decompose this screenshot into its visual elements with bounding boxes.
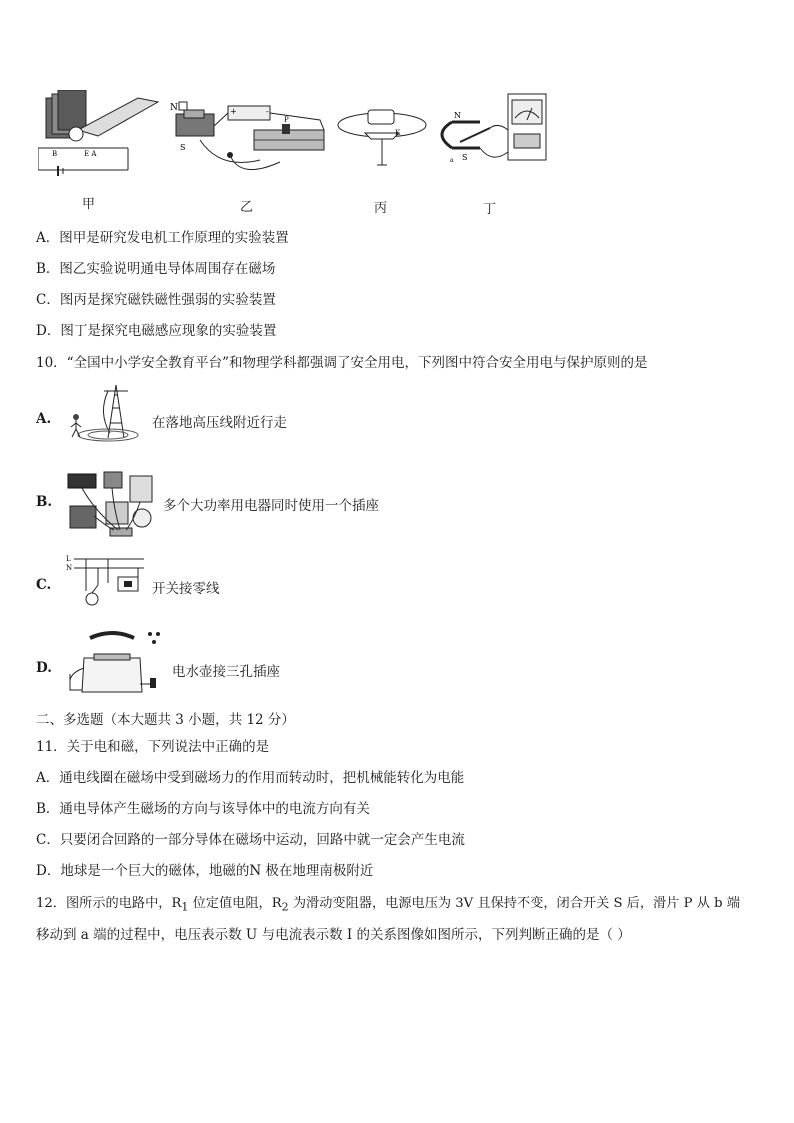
q11-option-b: B．通电导体产生磁场的方向与该导体中的电流方向有关 — [36, 801, 370, 817]
q10-option-c-label: C. — [36, 577, 52, 593]
q10-option-d-image — [64, 628, 164, 702]
q10-option-a-label: A. — [36, 411, 52, 427]
figure-yi — [170, 100, 335, 185]
svg-text:K: K — [395, 129, 401, 137]
figure-ding — [432, 90, 552, 172]
svg-text:E A: E A — [84, 150, 97, 158]
q10-option-a-text: 在落地高压线附近行走 — [152, 415, 287, 431]
svg-text:N: N — [454, 111, 461, 120]
q12-sub-1: 1 — [181, 900, 189, 914]
q11-option-d: D．地球是一个巨大的磁体，地磁的N 极在地理南极附近 — [36, 863, 374, 879]
figure-caption-bing: 丙 — [374, 201, 388, 216]
q10-option-c-text: 开关接零线 — [152, 581, 220, 597]
section-heading-multi-choice: 二、多选题（本大题共 3 小题，共 12 分） — [36, 712, 295, 728]
figure-caption-yi: 乙 — [240, 200, 254, 215]
q10-option-c-image — [66, 553, 146, 615]
svg-text:N: N — [170, 103, 178, 113]
figure-caption-jia: 甲 — [82, 197, 96, 212]
q9-option-d: D．图丁是探究电磁感应现象的实验装置 — [36, 323, 277, 339]
q10-option-b-label: B. — [36, 494, 53, 510]
q10-stem: 10．“全国中小学安全教育平台”和物理学科都强调了安全用电，下列图中符合安全用电与保护原则的是 — [36, 355, 648, 371]
q12-text-part1: 12．图所示的电路中，R — [36, 896, 182, 911]
q10-option-b-text: 多个大功率用电器同时使用一个插座 — [163, 498, 379, 514]
svg-text:N: N — [66, 564, 73, 572]
q10-option-d-text: 电水壶接三孔插座 — [172, 664, 280, 680]
q9-figure-row — [30, 90, 570, 215]
q10-option-b-image — [64, 470, 160, 538]
svg-text:-: - — [266, 107, 269, 116]
q9-option-b: B．图乙实验说明通电导体周围存在磁场 — [36, 261, 276, 277]
figure-caption-ding: 丁 — [483, 202, 497, 217]
svg-text:L: L — [66, 555, 71, 563]
q9-option-a: A．图甲是研究发电机工作原理的实验装置 — [36, 230, 289, 246]
svg-text:+: + — [230, 107, 237, 116]
svg-text:P: P — [284, 116, 289, 124]
q12-stem-line1 — [36, 895, 740, 917]
q12-text-part3: 为滑动变阻器，电源电压为 3V 且保持不变，闭合开关 S 后，滑片 P 从 b 端 — [288, 896, 740, 911]
q12-stem-line2: 移动到 a 端的过程中，电压表示数 U 与电流表示数 I 的关系图像如图所示，下列判断正确的是（ ） — [36, 927, 631, 943]
q11-option-c: C．只要闭合回路的一部分导体在磁场中运动，回路中就一定会产生电流 — [36, 832, 465, 848]
q11-stem: 11．关于电和磁，下列说法中正确的是 — [36, 739, 270, 755]
svg-text:B: B — [52, 150, 58, 158]
q10-option-a-image — [68, 383, 146, 443]
svg-text:a: a — [450, 157, 454, 164]
q10-option-d-label: D. — [36, 660, 52, 676]
svg-text:S: S — [180, 143, 186, 152]
q11-option-a: A．通电线圈在磁场中受到磁场力的作用而转动时，把机械能转化为电能 — [36, 770, 465, 786]
svg-text:S: S — [462, 153, 468, 162]
figure-bing — [335, 105, 430, 180]
q12-text-part2: 位定值电阻，R — [188, 896, 282, 911]
figure-jia — [38, 90, 163, 180]
q12-sub-2: 2 — [281, 900, 289, 914]
q9-option-c: C．图丙是探究磁铁磁性强弱的实验装置 — [36, 292, 276, 308]
